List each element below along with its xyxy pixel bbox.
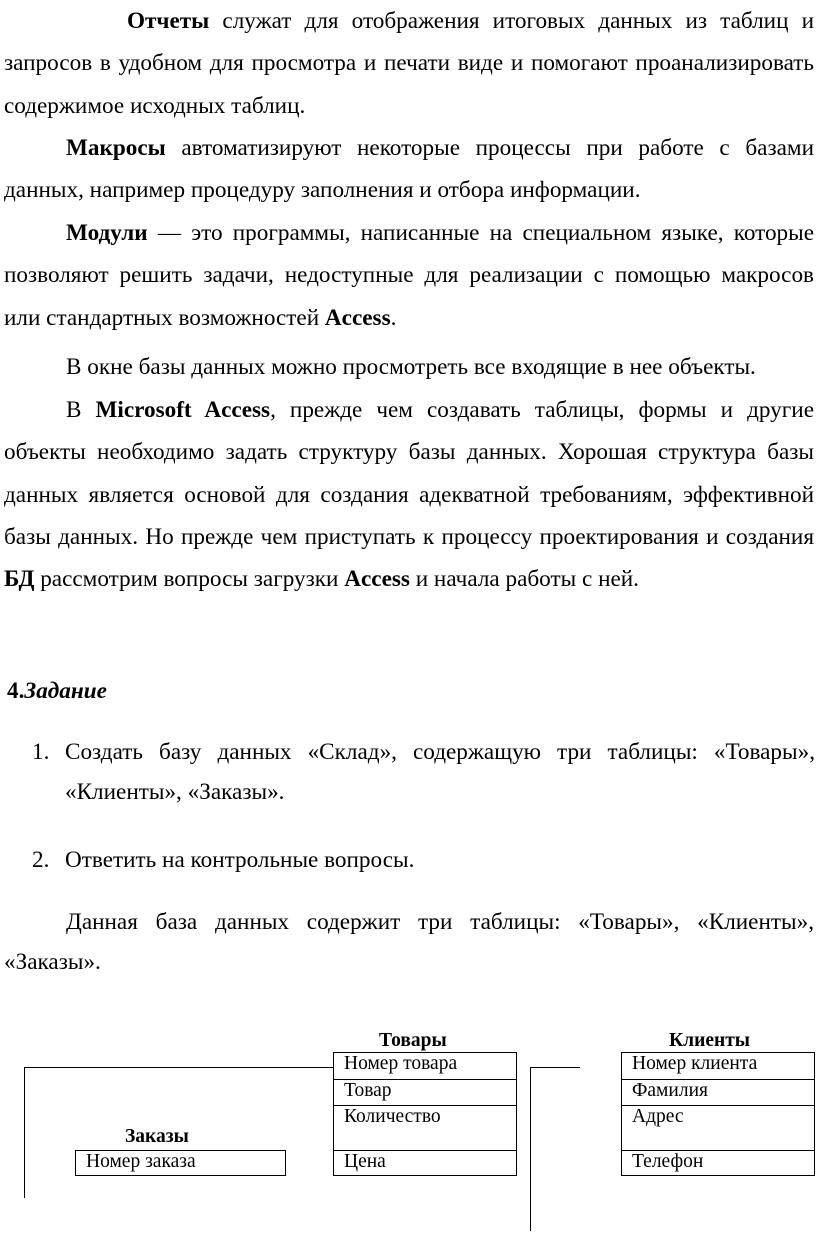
paragraph-text: служат для отображения итоговых данных из таблиц и запросов в удобном для просмотра и печати виде и помогают проанализировать содержимое исходных таблиц. <box>4 8 814 119</box>
list-item-text: Ответить на контрольные вопросы. <box>65 847 415 873</box>
paragraph-text: Данная база данных содержит три таблицы: «Товары», «Клиенты», «Заказы». <box>4 909 814 975</box>
paragraph-text: рассмотрим вопросы загрузки <box>34 566 345 593</box>
table-title-orders: Заказы <box>125 1126 189 1147</box>
field-clients-surname: Фамилия <box>622 1080 814 1106</box>
field-clients-address: Адрес <box>622 1106 814 1151</box>
term-reports: Отчеты <box>127 8 210 34</box>
term-ms-access: Microsoft Access <box>95 397 271 423</box>
paragraph-objects <box>4 346 814 388</box>
table-clients <box>621 1052 815 1176</box>
field-goods-quantity: Количество <box>334 1106 516 1151</box>
paragraph-text: , прежде чем создавать таблицы, формы и другие объекты необходимо задать структуру базы данных. Хорошая структура базы данных является основой для создания адекватной требованиям, эффективной базы данных. Но прежде чем приступать к процессу проектирования и создания <box>4 397 814 550</box>
paragraph-modules <box>4 212 814 339</box>
paragraph-structure <box>4 389 814 600</box>
field-goods-price: Цена <box>344 1151 386 1172</box>
list-item-number: 1. <box>32 739 50 765</box>
paragraph-text: и начала работы с ней. <box>409 566 639 593</box>
term-macros: Макросы <box>66 135 166 161</box>
task-number: 4. <box>7 678 25 704</box>
term-access: Access <box>324 304 391 331</box>
connector-line <box>530 1067 580 1068</box>
table-goods <box>333 1052 517 1176</box>
paragraph-macros <box>4 127 814 212</box>
connector-line <box>24 1067 333 1068</box>
term-bd: БД <box>4 566 35 593</box>
connector-line <box>530 1067 531 1231</box>
table-title-clients: Клиенты <box>669 1030 751 1051</box>
paragraph-text: В окне базы данных можно просмотреть все входящие в нее объекты. <box>66 354 756 380</box>
paragraph-end: . <box>390 304 397 331</box>
task-heading <box>7 675 107 707</box>
paragraph-text: — это программы, написанные на специальном языке, которые позволяют решить задачи, недоступные для реализации с помощью макросов или стандартных возможностей <box>4 220 814 331</box>
table-orders <box>75 1150 286 1176</box>
field-clients-phone: Телефон <box>632 1151 704 1172</box>
table-title-goods: Товары <box>379 1030 447 1051</box>
list-item-number: 2. <box>32 847 50 873</box>
connector-line <box>24 1067 25 1198</box>
term-modules: Модули <box>66 220 148 246</box>
field-goods-number: Номер товара <box>334 1053 516 1080</box>
field-goods-name: Товар <box>334 1080 516 1106</box>
list-item-text: Создать базу данных «Склад», содержащую три таблицы: «Товары», «Клиенты», «Заказы». <box>65 739 815 805</box>
term-access: Access <box>344 566 410 593</box>
paragraph-tables-intro <box>4 902 814 982</box>
paragraph-text: автоматизируют некоторые процессы при работе с базами данных, например процедуру заполнения и отбора информации. <box>4 135 814 204</box>
field-clients-number: Номер клиента <box>622 1053 814 1080</box>
field-orders-number: Номер заказа <box>86 1151 196 1172</box>
paragraph-start: В <box>66 397 96 423</box>
paragraph-reports <box>4 0 814 127</box>
task-title: Задание <box>24 678 107 704</box>
